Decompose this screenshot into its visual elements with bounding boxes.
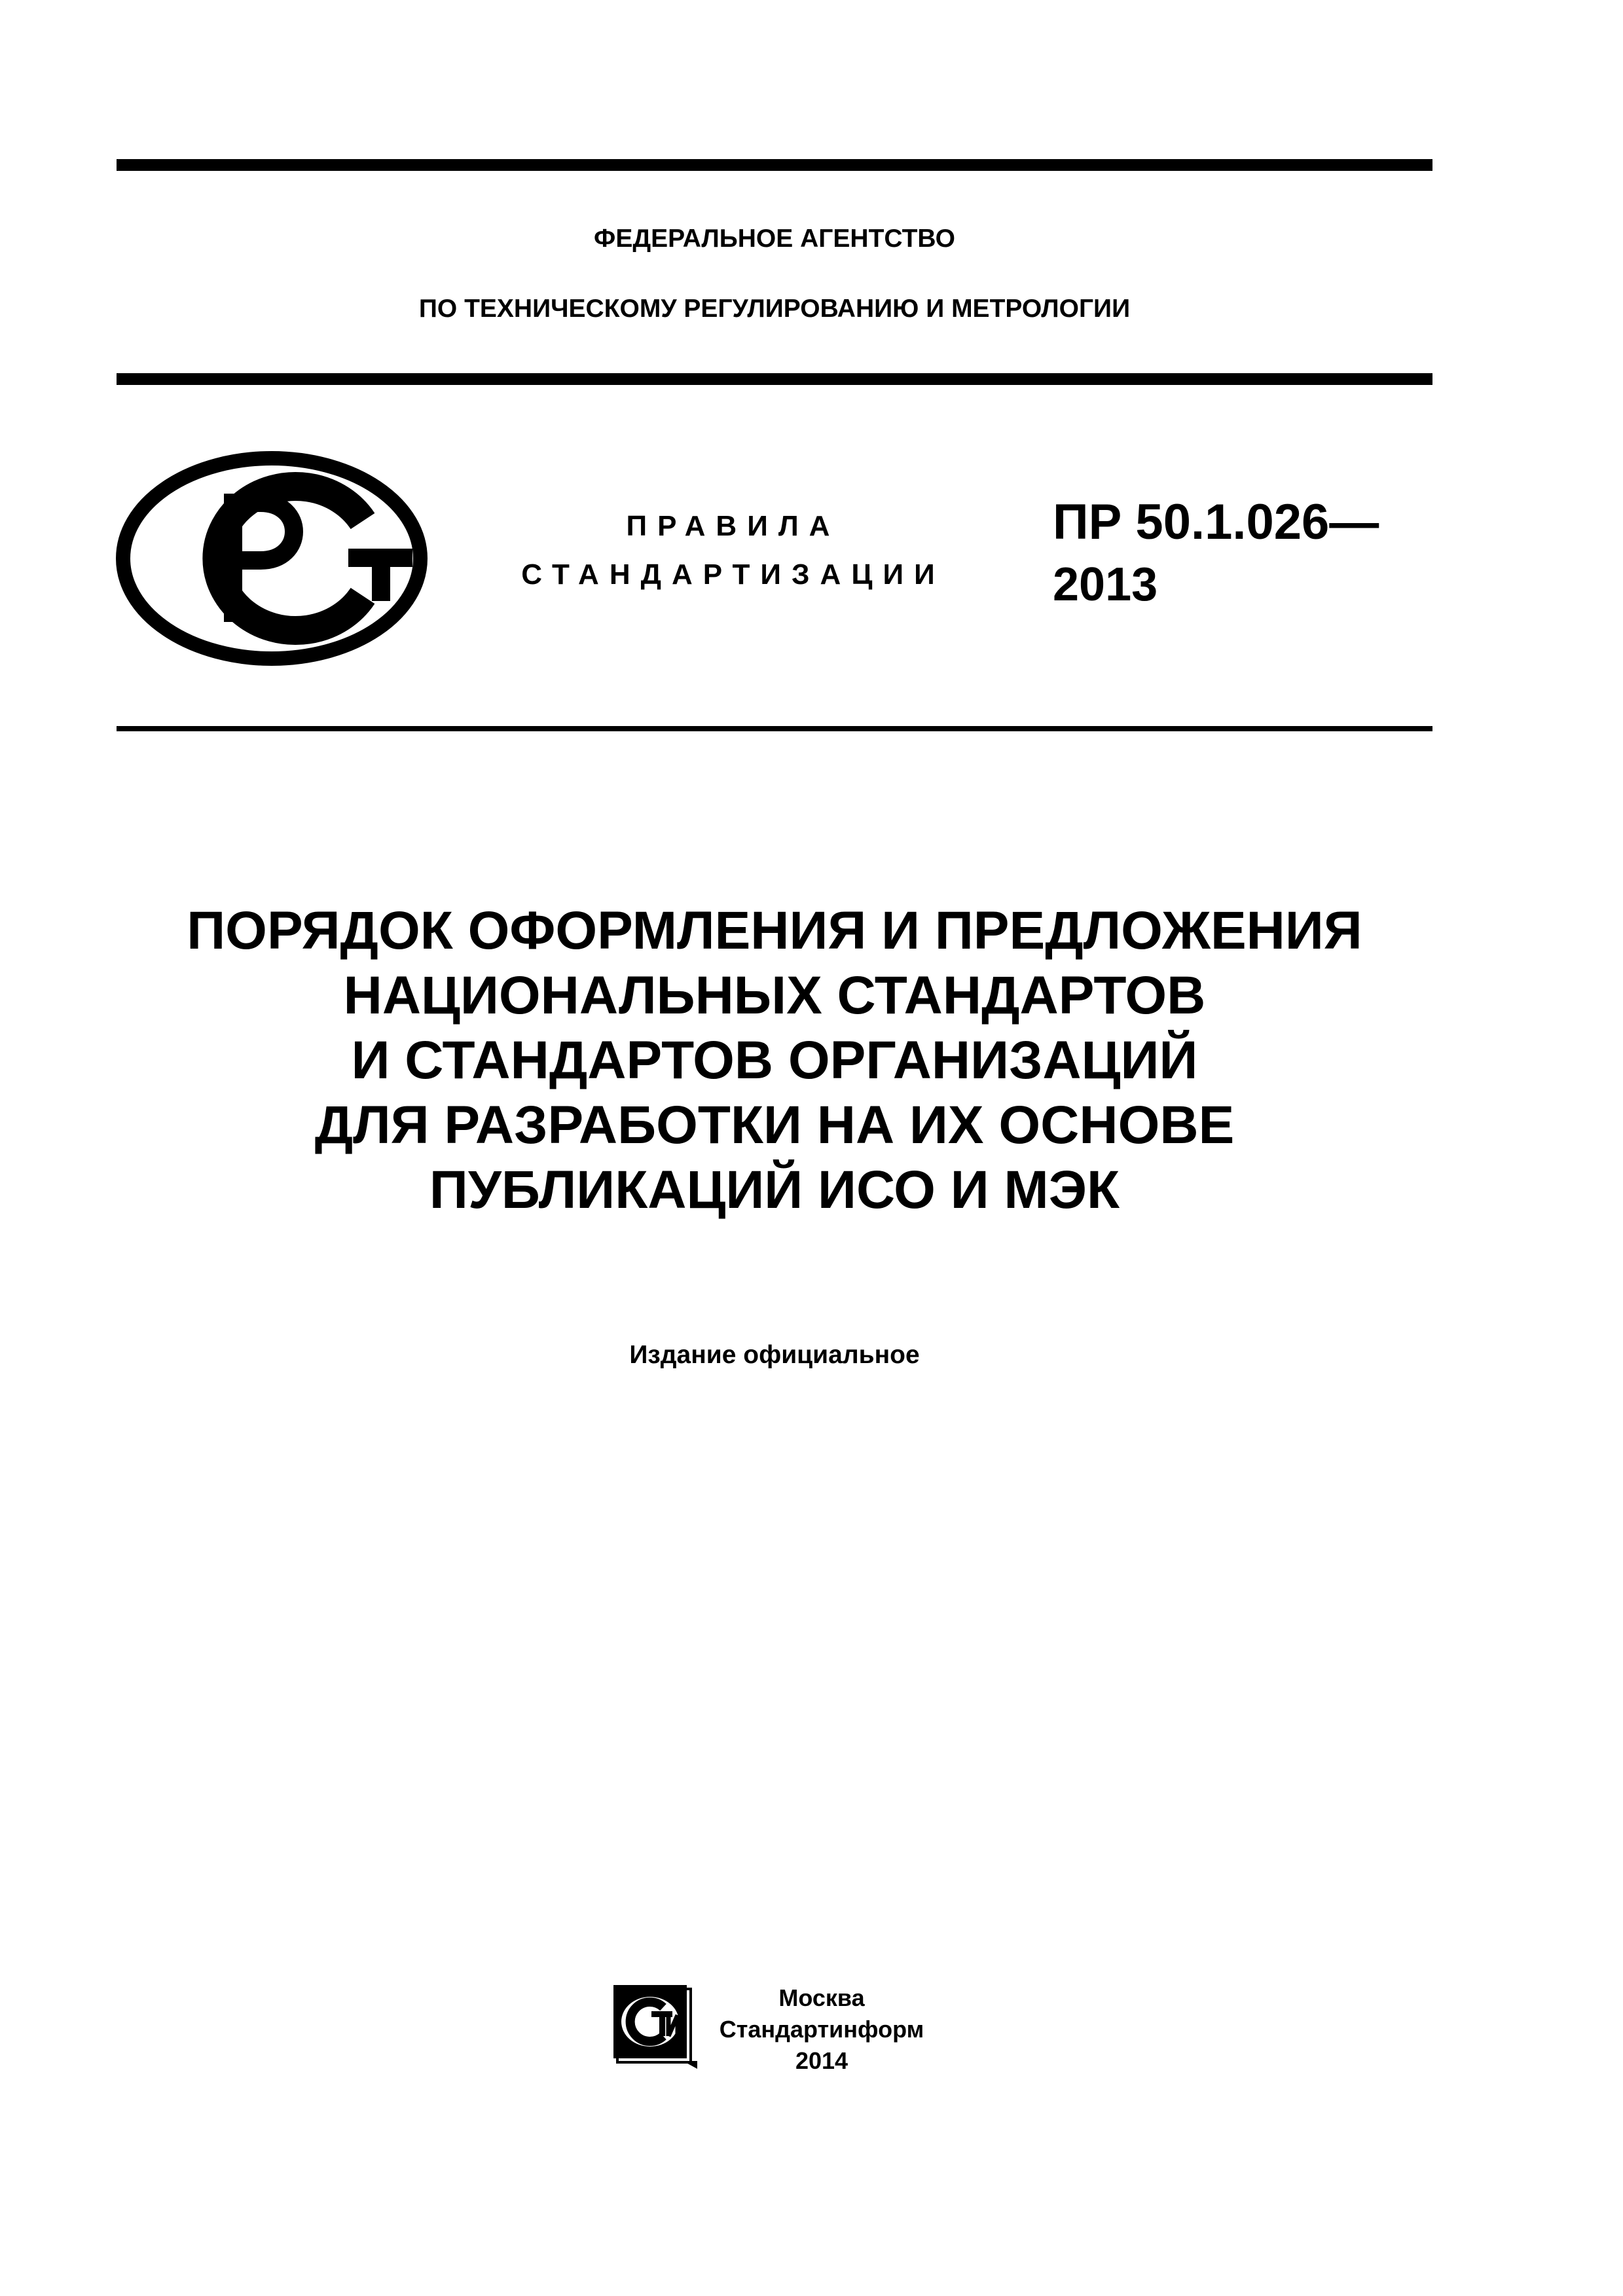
document-year: 2013 — [1053, 558, 1158, 611]
standartinform-logo-icon — [606, 1977, 702, 2071]
title-line: И СТАНДАРТОВ ОРГАНИЗАЦИЙ — [351, 1030, 1198, 1090]
imprint — [707, 1982, 936, 2077]
agency-name-line-2: ПО ТЕХНИЧЕСКОМУ РЕГУЛИРОВАНИЮ И МЕТРОЛОГИИ — [418, 295, 1131, 323]
document-number: ПР 50.1.026— — [1053, 494, 1379, 550]
imprint-year: 2014 — [795, 2047, 848, 2074]
title-line: ДЛЯ РАЗРАБОТКИ НА ИХ ОСНОВЕ — [314, 1095, 1235, 1155]
imprint-city: Москва — [778, 1984, 865, 2011]
header-divider — [117, 373, 1432, 385]
title-line: ПУБЛИКАЦИЙ ИСО И МЭК — [429, 1160, 1120, 1220]
gost-r-mark-icon — [115, 450, 428, 666]
title-line: ПОРЯДОК ОФОРМЛЕНИЯ И ПРЕДЛОЖЕНИЯ — [187, 901, 1362, 960]
agency-name-line-1: ФЕДЕРАЛЬНОЕ АГЕНТСТВО — [594, 225, 955, 253]
document-type-line-2: СТАНДАРТИЗАЦИИ — [521, 558, 945, 591]
document-title — [117, 898, 1432, 1222]
document-type-line-1: ПРАВИЛА — [626, 510, 841, 542]
top-divider — [117, 159, 1432, 171]
title-line: НАЦИОНАЛЬНЫХ СТАНДАРТОВ — [343, 966, 1206, 1025]
title-divider — [117, 726, 1432, 731]
imprint-publisher: Стандартинформ — [719, 2016, 924, 2043]
edition-note: Издание официальное — [629, 1341, 920, 1369]
